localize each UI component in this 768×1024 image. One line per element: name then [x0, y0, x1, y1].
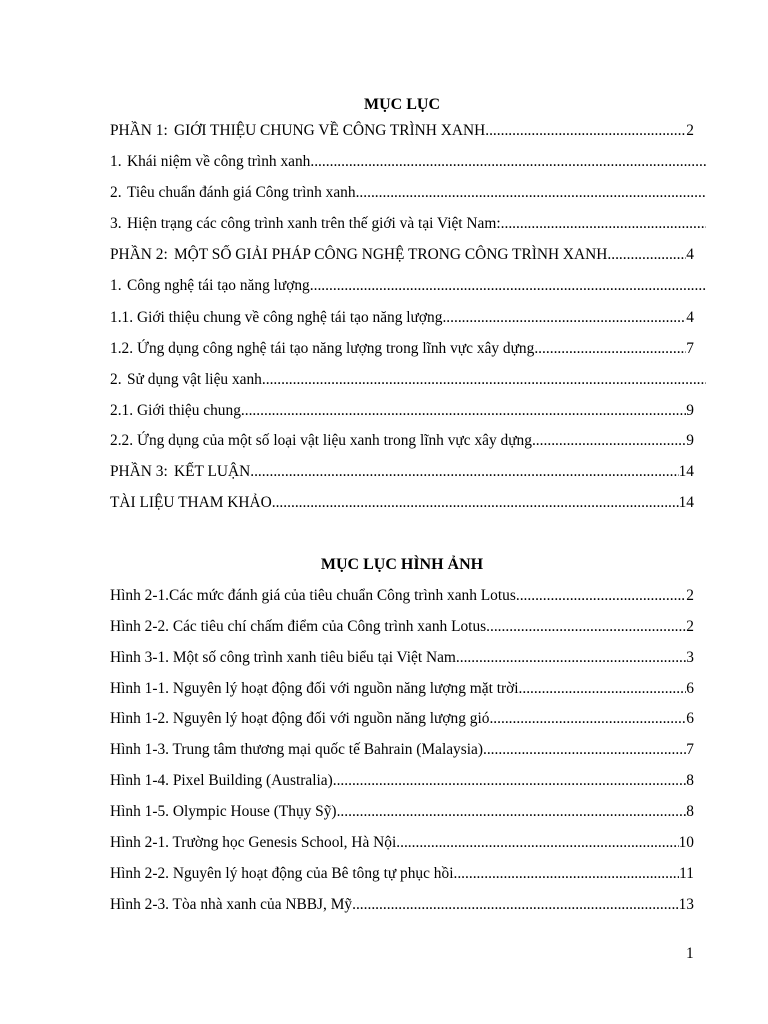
toc-entry-text: Giới thiệu chung [137, 402, 241, 419]
figure-entry-text: Hình 1-5. Olympic House (Thụy Sỹ) [110, 803, 337, 820]
toc-entry-number: PHẦN 2: [110, 246, 168, 263]
figure-entry[interactable] [110, 586, 694, 606]
toc-entry[interactable] [110, 308, 694, 328]
figures-title: MỤC LỤC HÌNH ẢNH [320, 556, 484, 573]
toc-entry[interactable] [110, 152, 706, 172]
figure-entry[interactable] [110, 648, 694, 668]
toc-leader-dots [501, 215, 706, 232]
figure-entry-text: Hình 2-1.Các mức đánh giá của tiêu chuẩn Công trình xanh Lotus [110, 587, 516, 604]
figure-entry-text: Hình 2-3. Tòa nhà xanh của NBBJ, Mỹ [110, 896, 353, 913]
toc-entry[interactable] [110, 121, 694, 141]
toc-leader-dots [241, 402, 694, 419]
figure-entry-page: 8 [686, 803, 694, 820]
figure-entry-page: 8 [686, 772, 694, 789]
figure-entry[interactable] [110, 895, 694, 915]
figure-entry-page: 2 [686, 587, 694, 604]
toc-entry[interactable] [110, 401, 694, 421]
toc-entry-text: Ứng dụng công nghệ tái tạo năng lượng trong lĩnh vực xây dựng [137, 340, 535, 357]
toc-entry-number: 3. [110, 215, 122, 232]
figure-leader-dots [516, 587, 694, 604]
toc-entry-page: 14 [678, 494, 694, 511]
toc-entry-number: 1.1. [110, 309, 134, 326]
figure-entry-page: 3 [686, 649, 694, 666]
toc-leader-dots [310, 153, 706, 170]
toc-leader-dots [262, 371, 706, 388]
toc-entry-number: PHẦN 3: [110, 463, 168, 480]
figure-entry[interactable] [110, 771, 694, 791]
toc-entry-number: PHẦN 1: [110, 122, 168, 139]
toc-entry-page: 2 [686, 122, 694, 139]
figure-entry-text: Hình 1-2. Nguyên lý hoạt động đối với nguồn năng lượng gió [110, 710, 490, 727]
figure-entry-text: Hình 3-1. Một số công trình xanh tiêu biểu tại Việt Nam [110, 649, 456, 666]
figure-entry-page: 10 [678, 834, 694, 851]
figure-entry-page: 2 [686, 618, 694, 635]
toc-entry[interactable] [110, 339, 694, 359]
toc-entry-text: KẾT LUẬN [174, 463, 251, 480]
toc-entry-text: Sử dụng vật liệu xanh [127, 371, 262, 388]
toc-entry-text: Tiêu chuẩn đánh giá Công trình xanh [127, 184, 356, 201]
figure-entry-text: Hình 1-1. Nguyên lý hoạt động đối với nguồn năng lượng mặt trời [110, 680, 519, 697]
toc-entry-page: 9 [686, 432, 694, 449]
figure-entry-page: 7 [686, 741, 694, 758]
figure-leader-dots [486, 618, 694, 635]
toc-entry-number: 2. [110, 184, 122, 201]
toc-entry[interactable] [110, 493, 694, 513]
toc-entry[interactable] [110, 276, 706, 296]
toc-leader-dots [442, 309, 694, 326]
toc-entry[interactable] [110, 245, 694, 265]
toc-entry-text: Giới thiệu chung về công nghệ tái tạo năng lượng [137, 309, 443, 326]
toc-entry-number: 1.2. [110, 340, 134, 357]
toc-entry-page: 14 [678, 463, 694, 480]
toc-entry[interactable] [110, 370, 706, 390]
figure-entry-text: Hình 1-4. Pixel Building (Australia) [110, 772, 333, 789]
toc-leader-dots [607, 246, 694, 263]
toc-leader-dots [272, 494, 694, 511]
toc-entry[interactable] [110, 462, 694, 482]
figure-entry[interactable] [110, 833, 694, 853]
figure-entry-page: 11 [679, 865, 694, 882]
figure-entry[interactable] [110, 864, 694, 884]
figure-entry[interactable] [110, 802, 694, 822]
figure-entry[interactable] [110, 709, 694, 729]
toc-entry-text: Ứng dụng của một số loại vật liệu xanh trong lĩnh vực xây dựng [137, 432, 532, 449]
toc-entry-page: 7 [686, 340, 694, 357]
figure-entry-page: 6 [686, 710, 694, 727]
toc-entry-text: Hiện trạng các công trình xanh trên thế giới và tại Việt Nam: [127, 215, 501, 232]
toc-entry-number: 1. [110, 277, 122, 294]
toc-entry-text: Khái niệm về công trình xanh [127, 153, 311, 170]
figure-leader-dots [483, 741, 694, 758]
toc-leader-dots [534, 340, 694, 357]
toc-entry-number: 2.1. [110, 402, 134, 419]
toc-entry-text: TÀI LIỆU THAM KHẢO [110, 494, 272, 511]
toc-entry-page: 4 [686, 246, 694, 263]
figure-leader-dots [519, 680, 694, 697]
toc-entry-page: 9 [686, 402, 694, 419]
figure-entry-text: Hình 2-1. Trường học Genesis School, Hà Nội [110, 834, 397, 851]
figure-entry-page: 13 [678, 896, 694, 913]
toc-entry-text: GIỚI THIỆU CHUNG VỀ CÔNG TRÌNH XANH [174, 122, 486, 139]
toc-leader-dots [485, 122, 694, 139]
toc-entry-text: Công nghệ tái tạo năng lượng [127, 277, 310, 294]
toc-title: MỤC LỤC [364, 96, 440, 113]
toc-leader-dots [356, 184, 706, 201]
toc-entry-number: 1. [110, 153, 122, 170]
toc-entry-text: MỘT SỐ GIẢI PHÁP CÔNG NGHỆ TRONG CÔNG TRÌNH XANH [174, 246, 608, 263]
figure-entry-page: 6 [686, 680, 694, 697]
figure-leader-dots [453, 865, 694, 882]
figure-entry-text: Hình 2-2. Nguyên lý hoạt động của Bê tông tự phục hồi [110, 865, 454, 882]
figure-entry[interactable] [110, 679, 694, 699]
toc-leader-dots [310, 277, 706, 294]
figure-leader-dots [456, 649, 694, 666]
figure-entry-text: Hình 2-2. Các tiêu chí chấm điểm của Công trình xanh Lotus [110, 618, 487, 635]
figure-leader-dots [352, 896, 694, 913]
toc-leader-dots [250, 463, 694, 480]
figure-leader-dots [396, 834, 694, 851]
page-number: 1 [686, 945, 694, 962]
toc-entry[interactable] [110, 214, 706, 234]
toc-leader-dots [532, 432, 694, 449]
toc-entry-page: 4 [686, 309, 694, 326]
toc-entry[interactable] [110, 431, 694, 451]
toc-entry[interactable] [110, 183, 706, 203]
figure-entry[interactable] [110, 740, 694, 760]
figure-entry[interactable] [110, 617, 694, 637]
figure-entry-text: Hình 1-3. Trung tâm thương mại quốc tế Bahrain (Malaysia) [110, 741, 483, 758]
toc-entry-number: 2.2. [110, 432, 134, 449]
toc-entry-number: 2. [110, 371, 122, 388]
figure-leader-dots [337, 803, 694, 820]
figure-leader-dots [333, 772, 694, 789]
figure-leader-dots [489, 710, 694, 727]
